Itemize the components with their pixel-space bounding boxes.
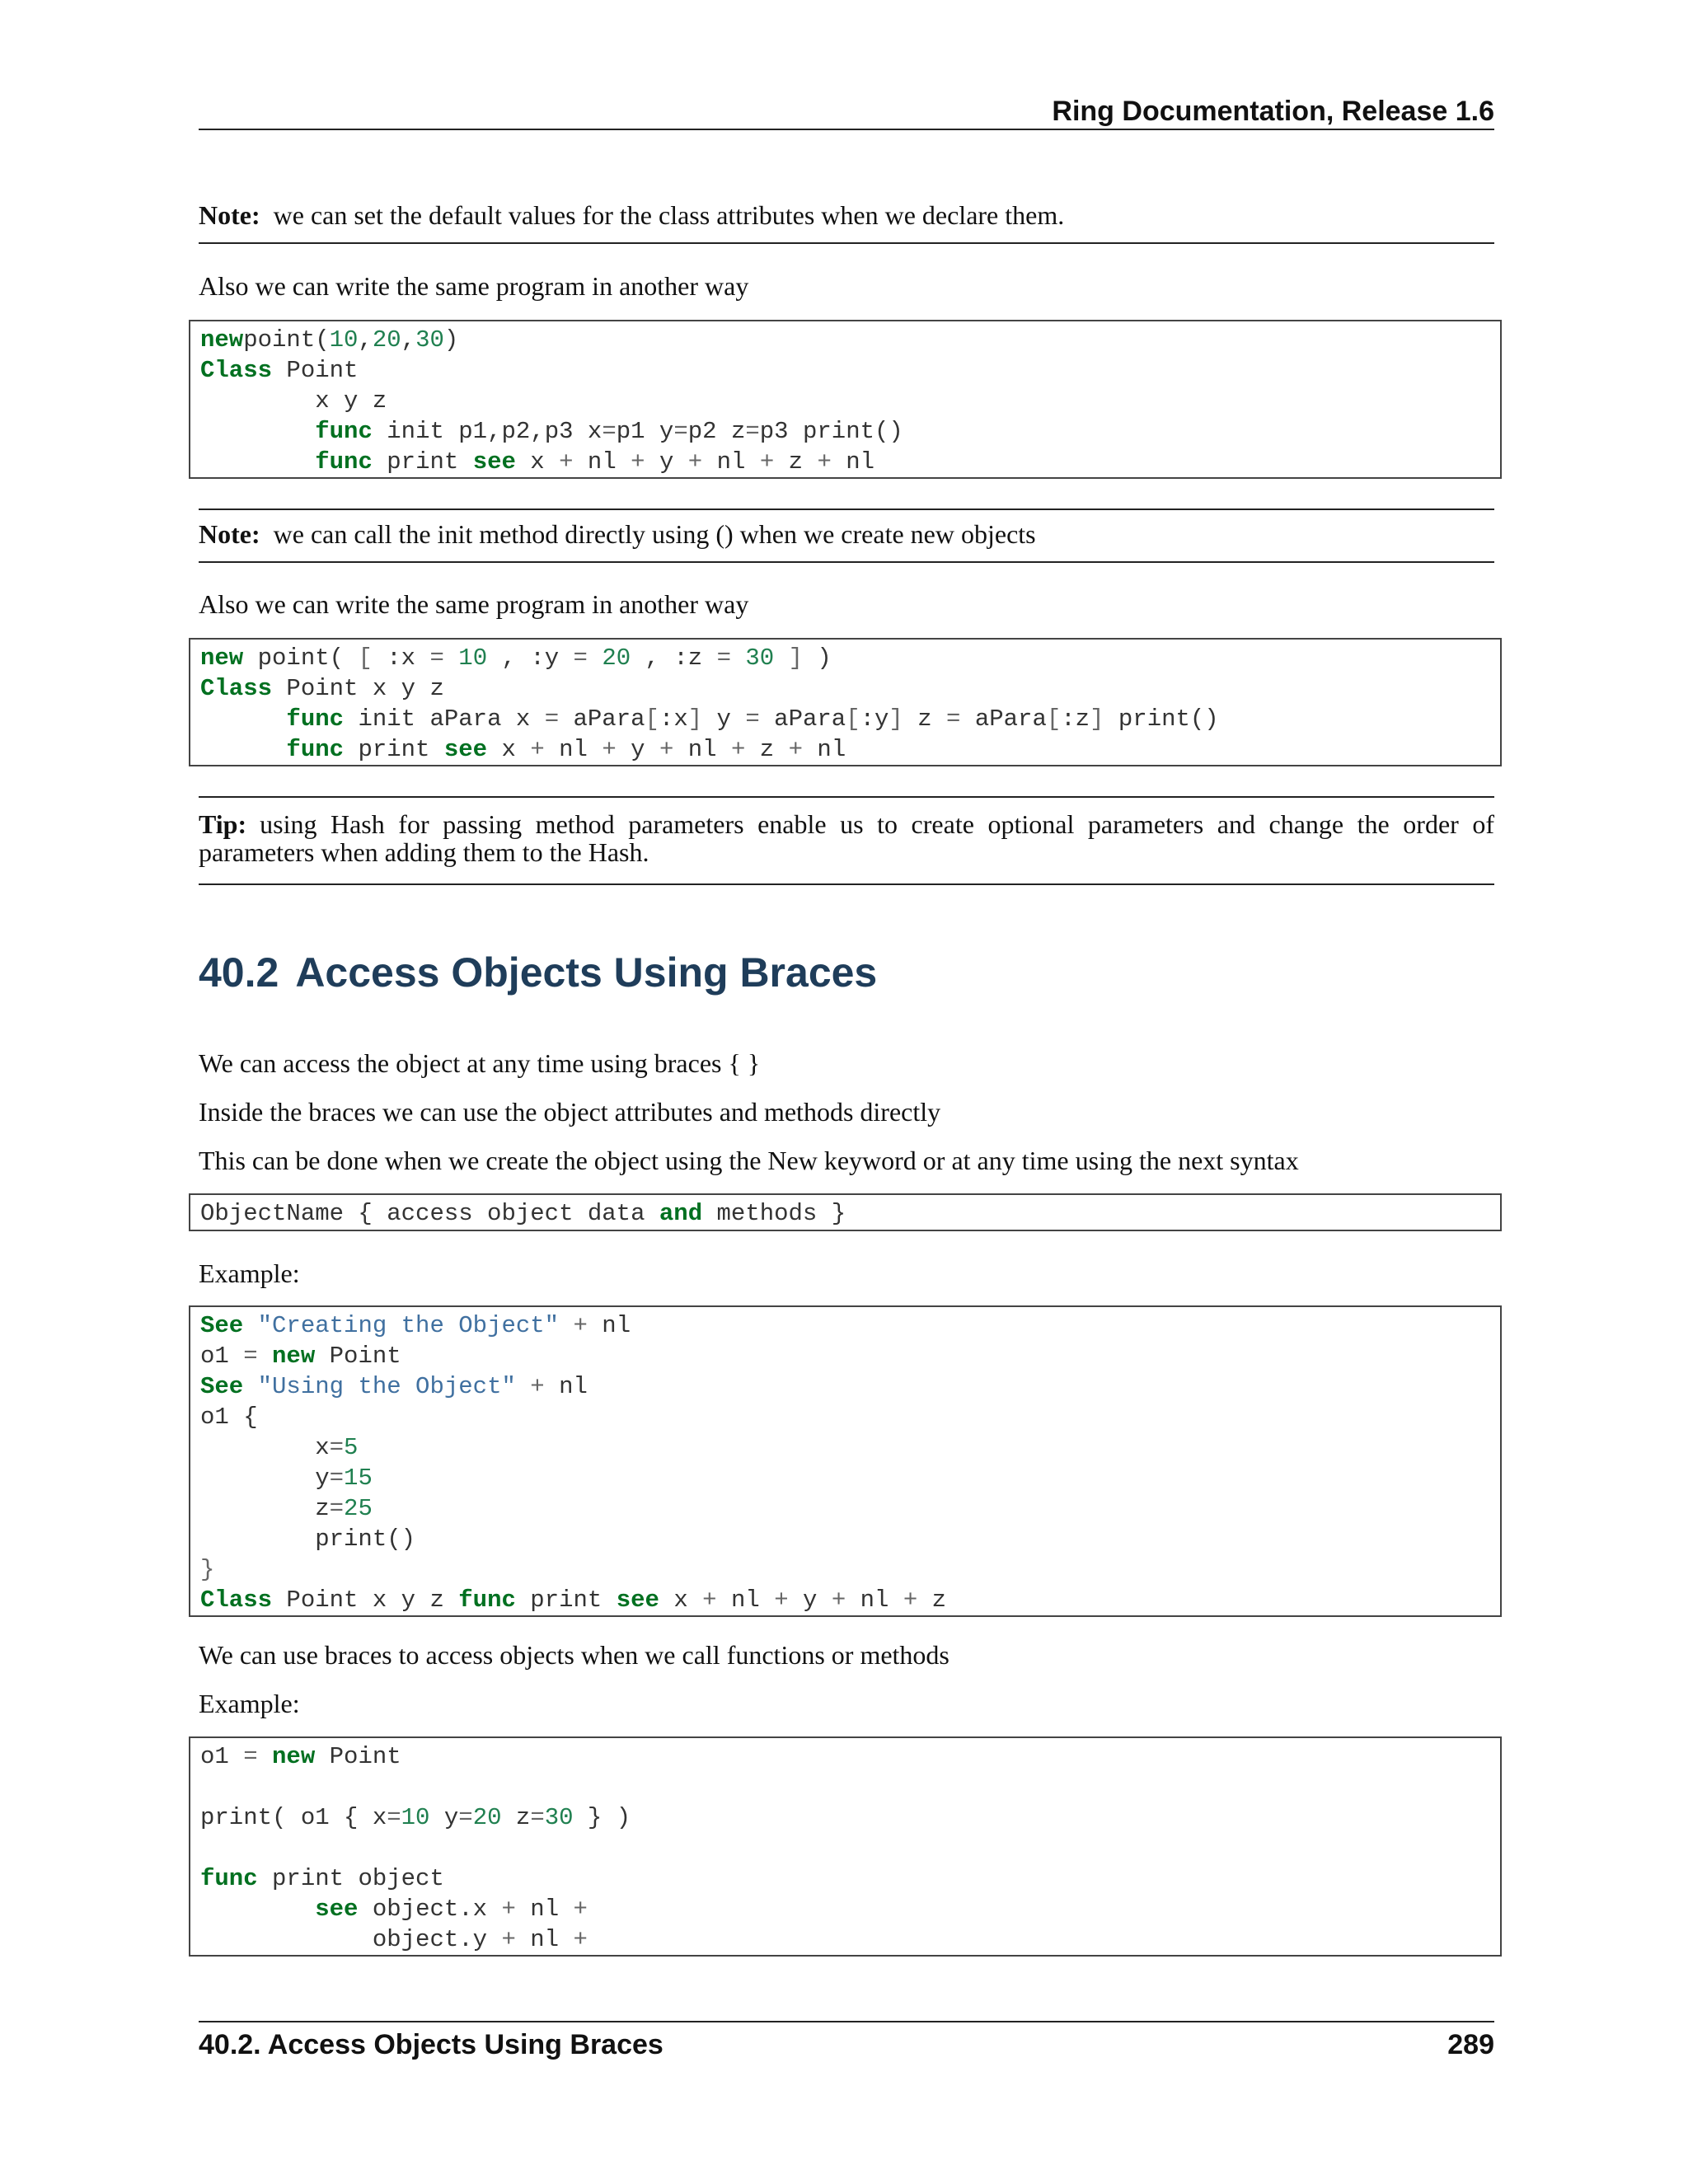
code-token: 5 <box>344 1434 359 1461</box>
code-token: + <box>530 736 545 763</box>
tip-text: using Hash for passing method parameters enable us to create optional parameters and change the order of parameters when adding them to the Hash. <box>199 809 1494 867</box>
code-token: z <box>501 1804 531 1831</box>
code-token: + <box>501 1896 516 1923</box>
code-token: print() <box>200 1526 416 1553</box>
code-token: print( o1 { x <box>200 1804 387 1831</box>
code-token: func <box>315 448 373 476</box>
code-block <box>189 1193 1502 1231</box>
note-text: we can set the default values for the class attributes when we declare them. <box>273 200 1065 230</box>
page-number: 289 <box>1447 2029 1494 2060</box>
code-token: nl <box>846 1586 903 1614</box>
code-token: and <box>659 1200 703 1227</box>
section-title: Access Objects Using Braces <box>295 949 878 996</box>
code-token: + <box>759 448 775 476</box>
code-token: nl <box>702 448 760 476</box>
code-token: + <box>559 448 574 476</box>
code-token: see <box>472 448 516 476</box>
code-token <box>200 736 286 763</box>
code-token: z <box>200 1495 330 1522</box>
note-init-method <box>199 509 1494 563</box>
code-line <box>200 1402 1500 1432</box>
code-line <box>200 1554 1500 1585</box>
code-token: p1 y <box>616 418 674 445</box>
code-token: 10 <box>401 1804 430 1831</box>
code-line <box>200 1463 1500 1493</box>
code-token: = <box>329 1465 345 1492</box>
code-token: + <box>817 448 832 476</box>
code-token: y <box>702 705 746 733</box>
code-token: + <box>702 1586 717 1614</box>
code-token: + <box>573 1896 588 1923</box>
code-token: point( <box>243 644 359 672</box>
code-token: 20 <box>472 1804 502 1831</box>
code-token <box>200 705 286 733</box>
code-token: ] <box>889 705 903 733</box>
code-token: Point x y z <box>272 1586 459 1614</box>
code-token: nl <box>573 448 631 476</box>
code-token <box>243 1312 257 1339</box>
code-token: func <box>315 418 373 445</box>
code-token: nl <box>587 1312 631 1339</box>
code-token: o1 <box>200 1743 244 1770</box>
code-token: methods } <box>702 1200 846 1227</box>
code-token: = <box>602 418 617 445</box>
paragraph: We can use braces to access objects when we call functions or methods <box>199 1640 950 1670</box>
code-line <box>200 1371 1500 1402</box>
code-block <box>189 1305 1502 1617</box>
code-line <box>200 1310 1500 1341</box>
code-token: , :y <box>487 644 574 672</box>
code-token: 20 <box>602 644 631 672</box>
code-token: Point x y z <box>272 675 444 702</box>
code-line <box>200 325 1500 355</box>
code-token: print <box>515 1586 617 1614</box>
code-token: ObjectName { access object data <box>200 1200 659 1227</box>
code-token: x <box>200 1434 330 1461</box>
code-line <box>200 1341 1500 1371</box>
code-token: 30 <box>544 1804 574 1831</box>
code-token: nl <box>544 736 603 763</box>
code-block <box>189 638 1502 766</box>
code-token: Class <box>200 1586 273 1614</box>
code-token: y <box>429 1804 459 1831</box>
code-token: See <box>200 1312 244 1339</box>
code-token: , <box>358 326 373 354</box>
footer-section: 40.2. Access Objects Using Braces <box>199 2029 663 2060</box>
code-token: = <box>745 705 760 733</box>
code-token <box>258 1743 272 1770</box>
code-token: new <box>272 1743 316 1770</box>
code-line <box>200 386 1500 416</box>
running-footer <box>199 2021 1494 2067</box>
code-token <box>516 1373 530 1400</box>
code-token: :y <box>860 705 889 733</box>
code-token: :x <box>372 644 430 672</box>
paragraph: Inside the braces we can use the object attributes and methods directly <box>199 1097 941 1127</box>
code-token: ] <box>788 644 804 672</box>
code-token: = <box>716 644 731 672</box>
code-token: = <box>673 418 688 445</box>
paragraph: We can access the object at any time using braces { } <box>199 1048 761 1078</box>
code-token: nl <box>831 448 875 476</box>
code-token: see <box>315 1896 359 1923</box>
code-token: p2 z <box>687 418 746 445</box>
code-token: = <box>458 1804 473 1831</box>
code-token: } ) <box>573 1804 631 1831</box>
note-default-values <box>199 201 1494 244</box>
code-token: y <box>788 1586 832 1614</box>
code-token: x <box>659 1586 703 1614</box>
code-token: print() <box>1104 705 1219 733</box>
code-token: nl <box>515 1926 574 1953</box>
code-token: z <box>917 1586 947 1614</box>
code-token: new <box>200 326 244 354</box>
code-token: 30 <box>745 644 775 672</box>
code-token: y <box>200 1465 330 1492</box>
code-token: + <box>788 736 804 763</box>
code-token: point( <box>243 326 330 354</box>
code-token: func <box>286 736 345 763</box>
code-token: + <box>731 736 746 763</box>
code-token: 10 <box>329 326 359 354</box>
code-token: ) <box>803 644 832 672</box>
code-token: nl <box>515 1896 574 1923</box>
code-token: + <box>687 448 703 476</box>
code-token <box>200 448 315 476</box>
code-token: = <box>329 1495 345 1522</box>
code-line <box>200 1894 1500 1924</box>
code-token <box>731 644 745 672</box>
code-block <box>189 1736 1502 1957</box>
code-token: + <box>659 736 674 763</box>
code-token: object.y <box>200 1926 502 1953</box>
code-line <box>200 704 1500 734</box>
code-token: init aPara x <box>344 705 545 733</box>
code-token: new <box>200 644 244 672</box>
code-token: [ <box>645 705 659 733</box>
code-token: x <box>487 736 531 763</box>
code-token: p3 print() <box>759 418 903 445</box>
code-token <box>774 644 788 672</box>
code-token: aPara <box>960 705 1047 733</box>
section-heading <box>199 948 877 997</box>
code-token: + <box>573 1312 588 1339</box>
code-token: func <box>458 1586 516 1614</box>
code-token: z <box>745 736 789 763</box>
code-token <box>258 1343 272 1370</box>
code-token: , :z <box>631 644 717 672</box>
code-line <box>200 1524 1500 1554</box>
code-token: + <box>631 448 645 476</box>
code-token: + <box>774 1586 789 1614</box>
code-token: See <box>200 1373 244 1400</box>
code-token <box>588 644 602 672</box>
code-token: + <box>903 1586 918 1614</box>
code-token: func <box>200 1865 258 1892</box>
code-line <box>200 1772 1500 1802</box>
code-token <box>200 418 315 445</box>
code-line <box>200 1924 1500 1955</box>
code-token: + <box>501 1926 516 1953</box>
code-token <box>200 1896 315 1923</box>
paragraph: Also we can write the same program in another way <box>199 271 749 301</box>
code-token: :z <box>1061 705 1090 733</box>
code-token: x <box>515 448 560 476</box>
paragraph: Example: <box>199 1258 300 1288</box>
code-token: ) <box>443 326 459 354</box>
code-token: [ <box>358 644 373 672</box>
code-token: y <box>645 448 688 476</box>
code-line <box>200 1741 1500 1772</box>
code-line <box>200 643 1500 673</box>
code-block <box>189 320 1502 479</box>
code-token: aPara <box>759 705 846 733</box>
code-token: [ <box>1046 705 1062 733</box>
code-token: Point <box>315 1343 401 1370</box>
code-token: Class <box>200 675 273 702</box>
code-token: Point <box>315 1743 401 1770</box>
tip-label: Tip: <box>199 809 247 839</box>
code-token: + <box>573 1926 588 1953</box>
code-token: = <box>329 1434 345 1461</box>
code-line <box>200 1432 1500 1463</box>
code-line <box>200 1863 1500 1894</box>
code-line <box>200 1833 1500 1863</box>
code-line <box>200 1198 1500 1229</box>
code-token: z <box>903 705 947 733</box>
code-token: func <box>286 705 345 733</box>
paragraph: Example: <box>199 1689 300 1718</box>
code-token: print <box>344 736 444 763</box>
code-token: 15 <box>344 1465 373 1492</box>
code-token: aPara <box>559 705 645 733</box>
code-token: = <box>530 1804 545 1831</box>
code-token: :x <box>659 705 688 733</box>
code-token: + <box>602 736 617 763</box>
code-token: ] <box>687 705 703 733</box>
code-token: nl <box>673 736 731 763</box>
code-token: = <box>387 1804 401 1831</box>
running-header: Ring Documentation, Release 1.6 <box>199 92 1494 130</box>
code-token: = <box>429 644 444 672</box>
section-number: 40.2 <box>199 949 279 996</box>
note-label: Note: <box>199 519 260 549</box>
code-token: init p1,p2,p3 x <box>372 418 603 445</box>
code-line <box>200 416 1500 447</box>
code-token: 10 <box>458 644 488 672</box>
code-token: = <box>243 1743 258 1770</box>
code-token: object.x <box>358 1896 502 1923</box>
code-token: , <box>401 326 416 354</box>
code-token: = <box>544 705 560 733</box>
code-token: "Creating the Object" <box>257 1312 560 1339</box>
code-token: + <box>530 1373 545 1400</box>
code-token: = <box>745 418 760 445</box>
code-line <box>200 447 1500 477</box>
code-token: new <box>272 1343 316 1370</box>
code-token: = <box>573 644 588 672</box>
code-token: z <box>774 448 818 476</box>
code-token <box>243 1373 257 1400</box>
code-line <box>200 673 1500 704</box>
code-token: + <box>831 1586 846 1614</box>
code-token <box>559 1312 573 1339</box>
code-line <box>200 355 1500 386</box>
code-token: nl <box>803 736 846 763</box>
code-token: } <box>200 1556 215 1583</box>
code-token: o1 { <box>200 1404 258 1431</box>
code-token: = <box>243 1343 258 1370</box>
code-line <box>200 1585 1500 1615</box>
code-token: Point <box>272 357 359 384</box>
code-line <box>200 1493 1500 1524</box>
code-line <box>200 1802 1500 1833</box>
code-token: 30 <box>415 326 444 354</box>
code-token: see <box>443 736 488 763</box>
code-token: see <box>616 1586 659 1614</box>
code-token: 25 <box>344 1495 373 1522</box>
code-token: nl <box>544 1373 588 1400</box>
code-token: o1 <box>200 1343 244 1370</box>
code-token <box>444 644 458 672</box>
code-token: Class <box>200 357 273 384</box>
code-token: print <box>372 448 473 476</box>
code-line <box>200 734 1500 765</box>
code-token: x y z <box>200 387 387 415</box>
paragraph: Also we can write the same program in another way <box>199 589 749 619</box>
code-token: y <box>616 736 659 763</box>
note-label: Note: <box>199 200 260 230</box>
paragraph: This can be done when we create the object using the New keyword or at any time using the next syntax <box>199 1146 1299 1175</box>
tip-hash-parameters <box>199 796 1494 885</box>
code-token: "Using the Object" <box>257 1373 516 1400</box>
code-token: = <box>946 705 961 733</box>
code-token: [ <box>846 705 860 733</box>
code-token: nl <box>716 1586 775 1614</box>
note-text: we can call the init method directly using () when we create new objects <box>273 519 1036 549</box>
code-token: ] <box>1090 705 1104 733</box>
code-token: print object <box>257 1865 444 1892</box>
code-token: 20 <box>372 326 401 354</box>
